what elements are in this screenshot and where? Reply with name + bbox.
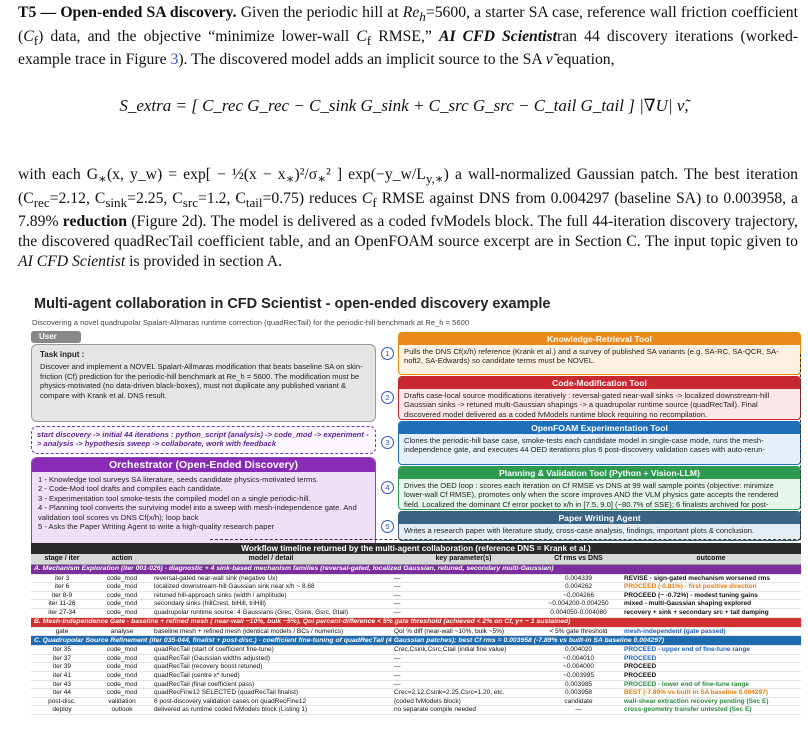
table-cell: PROCEED (-0.81%) - first positive direction: [621, 583, 801, 592]
text: (x, y_w) = exp[ − ½(x − x: [106, 166, 286, 183]
table-cell: 6 post-discovery validation cases on quadRecFine12: [151, 697, 391, 706]
workflow-table: [31, 543, 801, 715]
table-cell: REVISE - sign-gated mechanism worsened rms: [621, 574, 801, 583]
tool-title: Knowledge-Retrieval Tool: [399, 333, 800, 345]
code-modification-tool: [398, 376, 801, 420]
orchestrator-item: 1 - Knowledge tool surveys SA literature, seeds candidate physics-motivated terms.: [38, 475, 319, 484]
table-cell: quadRecFine12 SELECTED (quadRecTail finalist): [151, 689, 391, 698]
orchestrator-item: 3 - Experimentation tool smoke-tests the compiled model on a single periodic-hill.: [38, 493, 311, 503]
tool-text: Pulls the DNS Cf(x/h) reference (Krank et al.) and a survey of published SA variants (e.g. SA-RC, SA-QCR, SA-noft2, SA-Edwards) so candidate terms must be NOVEL.: [404, 347, 779, 366]
table-cell: BEST (-7.89% vs built-in SA baseline 0.004297): [621, 689, 801, 698]
text: ) data, and the objective “minimize lower-wall: [38, 27, 357, 45]
table-cell: iter 8-9: [31, 591, 93, 600]
table-row: [31, 600, 801, 609]
table-row: [31, 574, 801, 583]
math-sub: f: [33, 32, 39, 48]
text: )²/σ: [294, 166, 318, 183]
orchestrator-title: Orchestrator (Open-Ended Discovery): [32, 458, 375, 472]
code-term: fvModels: [430, 213, 491, 231]
orchestrator-box: [31, 457, 376, 552]
table-cell: ~0.003995: [536, 671, 621, 680]
table-cell: —: [391, 600, 536, 609]
text: Given the periodic hill at: [236, 4, 403, 21]
table-cell: iter 44: [31, 689, 93, 698]
task-text: Discover and implement a NOVEL Spalart-Allmaras modification that beats baseline SA on skin-friction (Cf) prediction for the periodic-hill benchmark at Re_h = 5600. The modification must be physics-motivated (no data-driven black-boxes), must not duplicate any published variant & compare with Krank et al. DNS result.: [40, 362, 363, 400]
table-cell: candidate: [536, 697, 621, 706]
tool-title: OpenFOAM Experimentation Tool: [399, 422, 800, 434]
step-number: 5: [381, 520, 394, 533]
table-cell: iter 6: [31, 583, 93, 592]
table-cell: quadRecTail (recovery boost retuned): [151, 663, 391, 672]
table-cell: PROCEED - lower end of fine-tune range: [621, 680, 801, 689]
table-row: [31, 689, 801, 698]
knowledge-retrieval-tool: [398, 332, 801, 375]
table-row: [31, 706, 801, 715]
text: =1.2, C: [198, 189, 246, 207]
system-name: AI CFD Scientist: [18, 252, 126, 270]
table-section-row: [31, 636, 801, 646]
col-header: action: [93, 554, 151, 564]
table-cell: —: [391, 574, 536, 583]
tool-title: Paper Writing Agent: [399, 512, 800, 524]
table-row: [31, 654, 801, 663]
text: . The input topic given to: [636, 233, 798, 251]
table-cell: code_mod: [93, 646, 151, 655]
col-header: model / detail: [151, 554, 391, 564]
table-cell: code_mod: [93, 654, 151, 663]
section-label: A. Mechanism Exploration (iter 001-026) - diagnostic + 4 sink-based mechanism families (reversal-gated, localized Gaussian, retuned, secondary multi-Gaussian): [31, 564, 801, 574]
user-tab: User: [31, 331, 81, 343]
table-row: [31, 583, 801, 592]
text: ran 44 discovery iterations (worked-example trace in Figure: [18, 27, 799, 69]
table-cell: ~0.004266: [536, 591, 621, 600]
table-cell: code_mod: [93, 671, 151, 680]
table-cell: PROCEED - upper end of fine-tune range: [621, 646, 801, 655]
table-cell: retuned hill-approach sinks (width / amplitude): [151, 591, 391, 600]
section-link[interactable]: Section C: [574, 233, 637, 251]
text: coefficient table, and an OpenFOAM source excerpt are in: [193, 233, 575, 251]
col-header: outcome: [621, 554, 801, 564]
table-cell: deploy: [31, 706, 93, 715]
figure-link[interactable]: Figure 2: [136, 213, 190, 231]
table-cell: < 5% gate threshold: [536, 627, 621, 636]
table-cell: iter 43: [31, 680, 93, 689]
text: is provided in: [125, 252, 220, 270]
tool-text: Drives the OED loop : scores each iteration on Cf RMSE vs DNS at 99 wall sample points (objective: minimize lower-wall Cf RMSE), promotes only when the score improves AND the VLM physics gate accepts the rendered field. Localized the dominant Cf error pocket to x/h in [7.5, 9.0] (~80.7% of SSE); 6 finalists archived for post-: [404, 481, 779, 509]
flow-box: start discovery -> initial 44 iterations : python_script (analysis) -> code_mod -> experiment -> analysis -> hypothesis sweep -> collaborate, work with feedback: [31, 426, 376, 454]
step-number: 4: [381, 481, 394, 494]
table-cell: quadrupolar runtime source: 4 Gaussians (Grec, Gsink, Gsrc, Gtail): [151, 608, 391, 617]
table-cell: QoI % diff (near-wall ~10%, bulk ~5%): [391, 627, 536, 636]
table-cell: code_mod: [93, 600, 151, 609]
text: =0.75) reduces: [262, 189, 362, 207]
table-cell: —: [391, 608, 536, 617]
table-cell: ~0.004000: [536, 663, 621, 672]
table-cell: 0.004262: [536, 583, 621, 592]
table-cell: baseline mesh + refined mesh (identical models / BCs / numerics): [151, 627, 391, 636]
table-cell: analyse: [93, 627, 151, 636]
feedback-connector: [210, 539, 801, 540]
table-cell: code_mod: [93, 574, 151, 583]
step-number: 2: [381, 391, 394, 404]
text: d). The model is delivered as a coded: [189, 213, 431, 231]
table-cell: PROCEED (~ -0.72%) - modest tuning gains: [621, 591, 801, 600]
table-cell: mixed - multi-Gaussian shaping explored: [621, 600, 801, 609]
table-section-row: [31, 564, 801, 574]
table-cell: —: [391, 663, 536, 672]
table-cell: iter 3: [31, 574, 93, 583]
table-cell: PROCEED: [621, 663, 801, 672]
table-cell: validation: [93, 697, 151, 706]
table-cell: reversal-gated near-wall sink (negative Ux): [151, 574, 391, 583]
step-number: 3: [381, 436, 394, 449]
tool-title: Planning & Validation Tool (Python + Vision-LLM): [399, 467, 800, 479]
text: RMSE against DNS from 0.004297 (baseline SA) to 0.003958, a 7.89%: [18, 189, 799, 231]
table-cell: Crec=2.12,Csink=2.25,Csrc=1.20, etc.: [391, 689, 536, 698]
table-cell: cross-geometry transfer untested (Sec E): [621, 706, 801, 715]
table-cell: PROCEED: [621, 671, 801, 680]
table-cell: no separate compile needed: [391, 706, 536, 715]
text: ² ] exp(−y_w/L: [326, 166, 426, 183]
figure-title: Multi-agent collaboration in CFD Scientist - open-ended discovery example: [34, 296, 551, 312]
table-cell: iter 41: [31, 671, 93, 680]
tool-title: Code-Modification Tool: [399, 377, 800, 389]
table-title: Workflow timeline returned by the multi-agent collaboration (reference DNS = Krank et al.): [31, 543, 801, 554]
user-task-box: [31, 344, 376, 422]
table-cell: 0.004050-0.004080: [536, 608, 621, 617]
orchestrator-item: 2 - Code-Mod tool drafts and compiles each candidate.: [38, 484, 223, 494]
math-re: Re: [402, 4, 420, 21]
text: =5600, a starter SA case, reference wall friction coefficient (: [18, 4, 798, 45]
table-row: [31, 608, 801, 617]
table-cell: secondary sinks (hillCrest, biHill, triHill): [151, 600, 391, 609]
table-row: [31, 680, 801, 689]
table-row: [31, 697, 801, 706]
table-cell: quadRecTail (Gaussian widths adjusted): [151, 654, 391, 663]
figure: [28, 294, 803, 739]
orchestrator-item: 5 - Asks the Paper Writing Agent to write a high-quality research paper: [38, 522, 275, 532]
table-cell: 0.003985: [536, 680, 621, 689]
text: equation,: [552, 51, 615, 69]
table-cell: 0.004020: [536, 646, 621, 655]
table-cell: localized downstream-hill Gaussian sink near x/h ~ 8.68: [151, 583, 391, 592]
tool-text: Writes a research paper with literature study, cross-case analysis, findings, important plots & conclusion.: [404, 526, 755, 535]
col-header: stage / iter: [31, 554, 93, 564]
table-cell: quadRecTail (final coefficient pass): [151, 680, 391, 689]
tool-text: Clones the periodic-hill base case, smoke-tests each candidate model in single-case mode, runs the mesh-independence gate, and executes 44 OED iterations plus 6 post-discovery validation cases with auto-rerun-: [404, 436, 765, 455]
table-cell: 0.004339: [536, 574, 621, 583]
table-section-row: [31, 617, 801, 627]
reduction-bold: reduction: [62, 213, 128, 231]
table-row: [31, 671, 801, 680]
text: (: [127, 213, 137, 231]
step-number: 1: [381, 347, 394, 360]
table-row: [31, 591, 801, 600]
table-cell: 0.003958: [536, 689, 621, 698]
equation-text: S_extra = [ C_rec G_rec − C_sink G_sink + C_src G_src − C_tail G_tail ] |∇U| ν̃,: [119, 96, 689, 115]
math-sub: h: [419, 9, 426, 25]
math-nu: ν̃: [545, 51, 553, 69]
planning-validation-tool: [398, 466, 801, 510]
table-cell: ~0.004200-0.004250: [536, 600, 621, 609]
math-cf: C: [23, 27, 34, 45]
text: ). The discovered model adds an implicit source to the SA: [178, 51, 546, 69]
equation: [0, 96, 808, 116]
text: block. The full 44-iteration discovery trajectory, the discovered: [18, 213, 798, 251]
table-cell: iter 39: [31, 663, 93, 672]
table-row: [31, 663, 801, 672]
table-cell: quadRecTail (centre x* tuned): [151, 671, 391, 680]
table-cell: code_mod: [93, 583, 151, 592]
table-cell: quadRecTail (start of coefficient fine-tune): [151, 646, 391, 655]
table-cell: —: [391, 680, 536, 689]
table-cell: code_mod: [93, 663, 151, 672]
section-link[interactable]: section A: [219, 252, 279, 270]
feedback-connector: [794, 354, 801, 539]
table-cell: (coded fvModels block): [391, 697, 536, 706]
openfoam-experimentation-tool: [398, 421, 801, 465]
col-header: Cf rms vs DNS: [536, 554, 621, 564]
code-term: quadRecTail: [114, 233, 194, 251]
figure-subtitle: Discovering a novel quadrupolar Spalart-Allmaras runtime correction (quadRecTail) for the periodic-hill benchmark at Re_h = 5600: [32, 318, 470, 327]
table-cell: —: [391, 591, 536, 600]
table-cell: code_mod: [93, 608, 151, 617]
system-name: AI CFD Scientist: [438, 27, 557, 45]
table-cell: code_mod: [93, 689, 151, 698]
table-cell: code_mod: [93, 591, 151, 600]
table-row: [31, 627, 801, 636]
paper-paragraph-2: with each $G_∗(x$, y_w) = exp[ − ½(x − $x_∗)^2/\sigma_∗^2$ ] $\exp(-y\_w/L_{y,∗})$ a wall-normalized Gaussian patch. The best iteration ($C_{rec}=2.12$, $C_{sink}=2.25$, $C_{src}=1.2$, $C_{tail}=0.75$) reduces $C_f$ RMSE against DNS from 0.004297 (baseline SA) to 0.003958, a 7.89% reduction (Figure 2d). The model is delivered as a coded fvModels block. The full 44-iteration discovery trajectory, the discovered quadRecTail coefficient table, and an OpenFOAM source excerpt are in Section C. The input topic given to AI CFD Scientist is provided in section A.: [18, 166, 799, 270]
text: .: [278, 252, 283, 270]
table-cell: outlook: [93, 706, 151, 715]
text: =2.12, C: [49, 189, 106, 207]
table-cell: post-disc.: [31, 697, 93, 706]
task-heading: Task input :: [40, 350, 85, 359]
table-cell: iter 35: [31, 646, 93, 655]
table-row: [31, 646, 801, 655]
table-cell: Crec,Csink,Csrc,Ctail (initial fine value): [391, 646, 536, 655]
table-cell: iter 11-26: [31, 600, 93, 609]
tool-text: Drafts case-local source modifications iteratively : reversal-gated near-wall sinks -> localized downstream-hill Gaussian sinks -> retuned multi-Gaussian shapings -> a quadrupolar runtime source (quadRecTail). Final discovered model delivered as a coded fvModels runtime block requiring no recompilation.: [404, 391, 770, 419]
table-cell: PROCEED: [621, 654, 801, 663]
section-label: B. Mesh-Independence Gate - baseline + refined mesh ( near-wall ~10%, bulk ~5%), Qol percent-difference < 5% gate threshold (achieved < 2% on Cf, y+ ~ 1 sustained): [31, 617, 801, 627]
table-cell: iter 37: [31, 654, 93, 663]
table-cell: —: [536, 706, 621, 715]
table-cell: iter 27-34: [31, 608, 93, 617]
table-header-row: [31, 554, 801, 564]
text: =2.25, C: [127, 189, 183, 207]
section-label: C. Quadrupolar Source Refinement (iter 035-044, finalist + post-disc.) - coefficient fine-tuning of quadRecTail (4 Gaussian patches); best Cf rms = 0.003958 (-7.89% vs built-in SA baseline 0.004297): [31, 636, 801, 646]
table-cell: —: [391, 583, 536, 592]
paper-writing-agent: [398, 511, 801, 541]
text: with each G: [18, 166, 99, 183]
figure-link[interactable]: 3: [170, 51, 179, 69]
table-cell: ~0.004010: [536, 654, 621, 663]
table-cell: code_mod: [93, 680, 151, 689]
task-heading: T5 — Open-ended SA discovery.: [18, 4, 237, 21]
timeline-table: [31, 554, 801, 715]
text: RMSE,”: [371, 27, 439, 45]
table-cell: —: [391, 654, 536, 663]
table-cell: wall-shear extraction recovery pending (Sec E): [621, 697, 801, 706]
col-header: key parameter(s): [391, 554, 536, 564]
paper-paragraph-1: T5 — Open-ended SA discovery. Given the periodic hill at $Re_h=5600$, a starter SA case, reference wall friction coefficient $(C_f)$ data, and the objective “minimize lower-wall $C_f$ RMSE,” AI CFD Scientistran 44 discovery iterations (worked-example trace in Figure 3). The discovered model adds an implicit source to the SA ν̃ equation,: [18, 4, 799, 69]
table-cell: —: [391, 671, 536, 680]
orchestrator-item: 4 - Planning tool converts the surviving model into a sweep with mesh-independence gate. And validation tool scores vs DNS Cf(x/h); loop back: [38, 503, 357, 522]
table-cell: delivered as runtime coded fvModels block (Listing 1): [151, 706, 391, 715]
table-cell: gate: [31, 627, 93, 636]
text: ) a wall-normalized Gaussian patch. The best iteration (C: [18, 166, 799, 207]
table-cell: recovery + sink + secondary src + tail damping: [621, 608, 801, 617]
table-cell: mesh-independent (gate passed): [621, 627, 801, 636]
